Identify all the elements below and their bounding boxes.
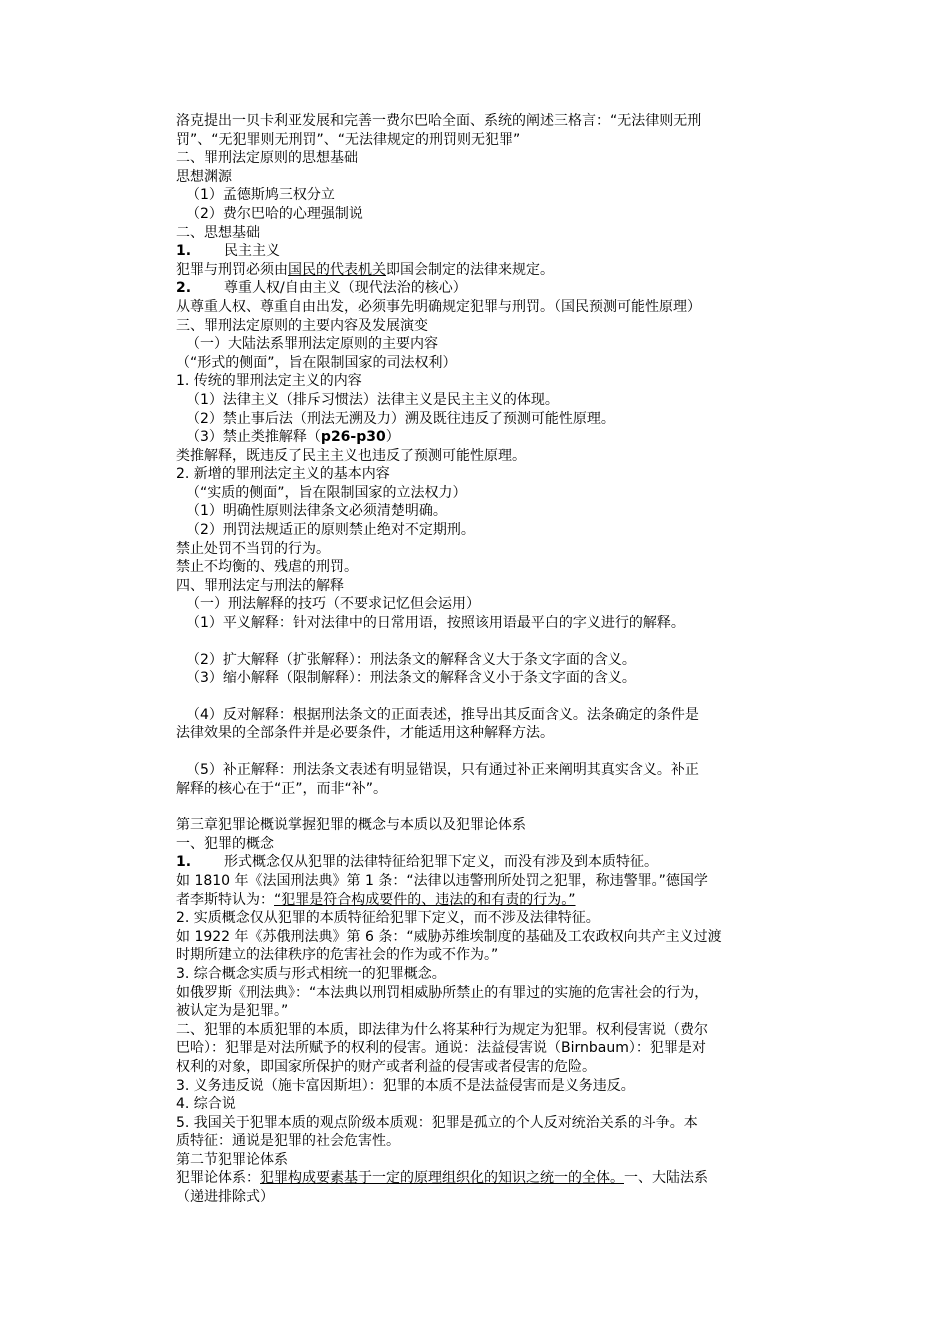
numbered-item — [176, 853, 826, 872]
text-line: （递进排除式） — [176, 1189, 274, 1206]
underlined-text: 国民的代表机关 — [288, 261, 386, 278]
document-page — [176, 112, 826, 1207]
list-item: （4）反对解释：根据刑法条文的正面表述，推导出其反面含义。法条确定的条件是 — [186, 706, 699, 723]
text-line: 解释的核心在于“正”，而非“补”。 — [176, 780, 388, 797]
list-item: （1）孟德斯鸠三权分立 — [186, 187, 335, 204]
section-heading: 二、犯罪的本质犯罪的本质，即法律为什么将某种行为规定为犯罪。权利侵害说（费尔 — [176, 1021, 708, 1038]
text-line: 罚”、“无犯罪则无刑罚”、“无法律规定的刑罚则无犯罪” — [176, 131, 521, 148]
paragraph-gap — [176, 633, 826, 651]
item-number: 1. — [176, 243, 192, 260]
text-line: 质特征：通说是犯罪的社会危害性。 — [176, 1133, 400, 1150]
numbered-item — [176, 242, 826, 261]
section-heading: 三、罪刑法定原则的主要内容及发展演变 — [176, 317, 428, 334]
list-item — [176, 428, 826, 447]
underlined-text: 犯罪构成要素基于一定的原理组织化的知识之统一的全体。 — [260, 1170, 624, 1187]
text-line — [176, 1169, 826, 1188]
section-heading: 二、罪刑法定原则的思想基础 — [176, 150, 358, 167]
list-item: （2）刑罚法规适正的原则禁止绝对不定期刑。 — [186, 522, 475, 539]
subsection-heading: （一）刑法解释的技巧（不要求记忆但会运用） — [186, 596, 480, 613]
text-line — [176, 261, 826, 280]
list-item: （1）平义解释：针对法律中的日常用语，按照该用语最平白的字义进行的解释。 — [186, 615, 685, 632]
text-line: 法律效果的全部条件并是必要条件，才能适用这种解释方法。 — [176, 725, 554, 742]
text-segment: 即国会制定的法律来规定。 — [386, 261, 554, 278]
text-line: （“实质的侧面”，旨在限制国家的立法权力） — [186, 484, 467, 501]
chapter-heading: 第三章犯罪论概说掌握犯罪的概念与本质以及犯罪论体系 — [176, 817, 526, 834]
text-line: 从尊重人权、尊重自由出发，必须事先明确规定犯罪与刑罚。（国民预测可能性原理） — [176, 298, 701, 315]
text-line: 类推解释，既违反了民主主义也违反了预测可能性原理。 — [176, 447, 526, 464]
text-line: （“形式的侧面”，旨在限制国家的司法权利） — [176, 354, 457, 371]
list-item: （1）法律主义（排斥习惯法）法律主义是民主主义的体现。 — [186, 391, 559, 408]
text-line: 如 1922 年《苏俄刑法典》第 6 条：“威胁苏维埃制度的基础及工农政权向共产主义过渡 — [176, 928, 722, 945]
underlined-quote: “犯罪是符合构成要件的、违法的和有责的行为。” — [274, 891, 576, 908]
text-line: 5. 我国关于犯罪本质的观点阶级本质观：犯罪是孤立的个人反对统治关系的斗争。本 — [176, 1114, 698, 1131]
text-line: 3. 义务违反说（施卡富因斯坦）：犯罪的本质不是法益侵害而是义务违反。 — [176, 1077, 635, 1094]
text-line: 禁止不均衡的、残虐的刑罚。 — [176, 559, 358, 576]
list-item: （5）补正解释：刑法条文表述有明显错误，只有通过补正来阐明其真实含义。补正 — [186, 762, 699, 778]
section-heading: 四、罪刑法定与刑法的解释 — [176, 577, 344, 594]
text-segment: 犯罪论体系： — [176, 1170, 260, 1187]
text-line: 权利的对象，即国家所保护的财产或者利益的侵害或者侵害的危险。 — [176, 1058, 596, 1075]
text-line: 巴哈）：犯罪是对法所赋予的权利的侵害。通说：法益侵害说（Birnbaum）：犯罪是对 — [176, 1040, 706, 1057]
item-text: 尊重人权/自由主义（现代法治的核心） — [224, 280, 467, 297]
list-item: （1）明确性原则法律条文必须清楚明确。 — [186, 503, 447, 520]
text-line: 被认定为是犯罪。” — [176, 1003, 289, 1020]
numbered-item — [176, 279, 826, 298]
text-segment: （3）禁止类推解释（ — [186, 429, 321, 446]
item-text: 民主主义 — [224, 243, 280, 260]
text-line: 2. 实质概念仅从犯罪的本质特征给犯罪下定义，而不涉及法律特征。 — [176, 910, 600, 927]
text-line: 禁止处罚不当罚的行为。 — [176, 540, 330, 557]
list-item: （2）禁止事后法（刑法无溯及力）溯及既往违反了预测可能性原理。 — [186, 410, 615, 427]
text-line: 思想渊源 — [176, 168, 232, 185]
paragraph-gap — [176, 798, 826, 816]
text-segment: 犯罪与刑罚必须由 — [176, 261, 288, 278]
section-heading: 第二节犯罪论体系 — [176, 1151, 288, 1168]
section-heading: 二、思想基础 — [176, 224, 260, 241]
item-number: 2. — [176, 280, 192, 297]
page-reference: p26-p30 — [320, 429, 386, 446]
text-segment: ） — [385, 429, 400, 446]
text-line: 2. 新增的罪刑法定主义的基本内容 — [176, 466, 390, 483]
list-item: （2）扩大解释（扩张解释）：刑法条文的解释含义大于条文字面的含义。 — [186, 651, 636, 668]
paragraph-gap — [176, 688, 826, 706]
text-segment: 者李斯特认为： — [176, 891, 274, 908]
list-item: （3）缩小解释（限制解释）：刑法条文的解释含义小于条文字面的含义。 — [186, 670, 636, 687]
text-line: 如 1810 年《法国刑法典》第 1 条：“法律以违警刑所处罚之犯罪，称违警罪。”德国学 — [176, 872, 708, 889]
text-line: 3. 综合概念实质与形式相统一的犯罪概念。 — [176, 965, 446, 982]
subsection-heading: （一）大陆法系罪刑法定原则的主要内容 — [186, 336, 438, 353]
text-line: 1. 传统的罪刑法定主义的内容 — [176, 373, 362, 390]
text-segment: 一、大陆法系 — [624, 1170, 708, 1187]
text-line: 4. 综合说 — [176, 1096, 236, 1113]
item-number: 1. — [176, 854, 192, 871]
list-item: （2）费尔巴哈的心理强制说 — [186, 205, 363, 222]
text-line: 如俄罗斯《刑法典》：“本法典以刑罚相威胁所禁止的有罪过的实施的危害社会的行为， — [176, 984, 709, 1001]
text-line: 时期所建立的法律秩序的危害社会的作为或不作为。” — [176, 947, 499, 964]
item-text: 形式概念仅从犯罪的法律特征给犯罪下定义，而没有涉及到本质特征。 — [224, 854, 658, 871]
paragraph-gap — [176, 743, 826, 761]
text-line: 洛克提出一贝卡利亚发展和完善一费尔巴哈全面、系统的阐述三格言：“无法律则无刑 — [176, 113, 702, 129]
section-heading: 一、犯罪的概念 — [176, 835, 274, 852]
text-line — [176, 891, 826, 910]
